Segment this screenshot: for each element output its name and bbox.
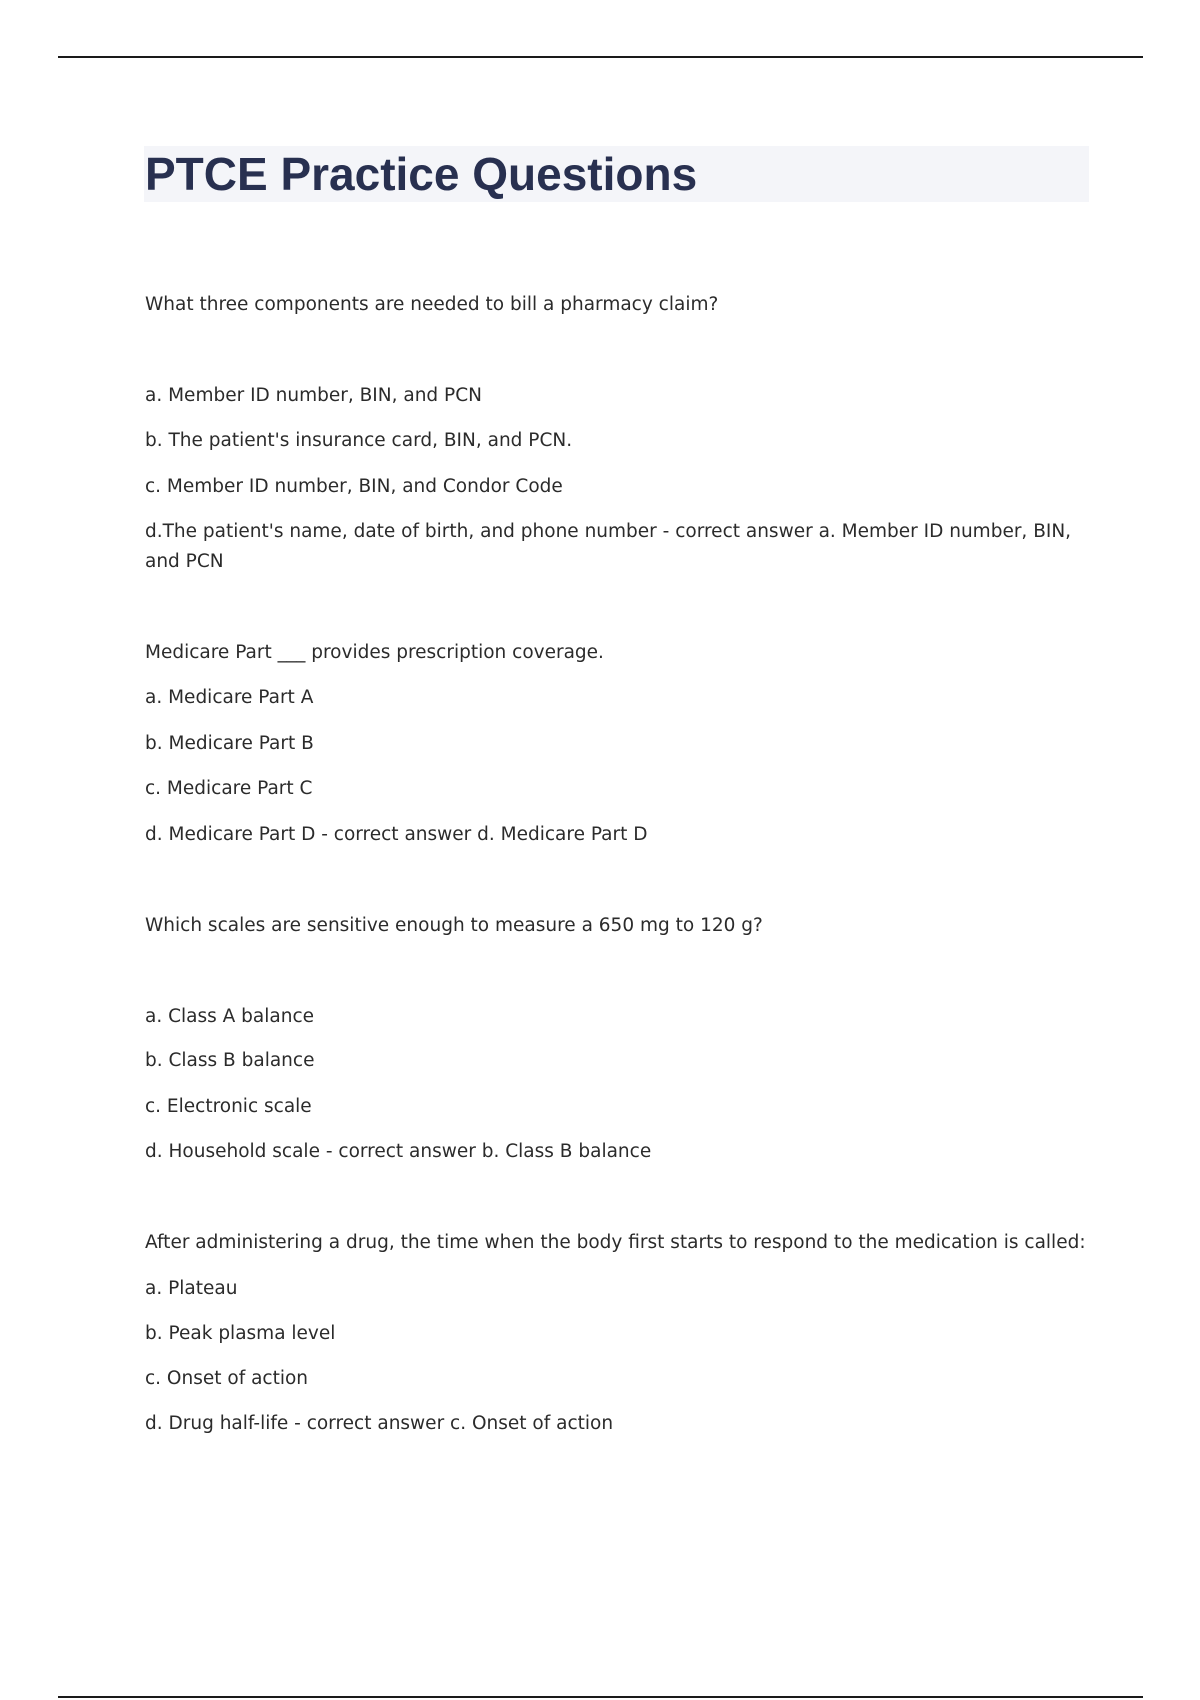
question-2-text: Medicare Part ___ provides prescription coverage. [145, 642, 604, 663]
question-2-option-d: d. Medicare Part D - correct answer d. Medicare Part D [145, 824, 648, 845]
question-4-option-d: d. Drug half-life - correct answer c. Onset of action [145, 1413, 614, 1434]
question-3-text: Which scales are sensitive enough to measure a 650 mg to 120 g? [145, 915, 763, 936]
question-3-option-a: a. Class A balance [145, 1006, 315, 1027]
question-3-option-b: b. Class B balance [145, 1050, 315, 1071]
page-title: PTCE Practice Questions [145, 148, 698, 200]
question-4-option-b: b. Peak plasma level [145, 1323, 336, 1344]
question-2-option-a: a. Medicare Part A [145, 687, 314, 708]
question-3-option-c: c. Electronic scale [145, 1096, 312, 1117]
question-4-text: After administering a drug, the time when the body first starts to respond to the medication is called: [145, 1232, 1086, 1253]
bottom-rule [58, 1696, 1143, 1698]
top-rule [58, 56, 1143, 58]
question-1-option-d: d.The patient's name, date of birth, and phone number - correct answer a. Member ID number, BIN, and PCN [145, 521, 1072, 572]
question-1-option-b: b. The patient's insurance card, BIN, and PCN. [145, 430, 573, 451]
question-1-text: What three components are needed to bill a pharmacy claim? [145, 294, 719, 315]
question-1-option-c: c. Member ID number, BIN, and Condor Code [145, 476, 563, 497]
question-2-option-b: b. Medicare Part B [145, 733, 314, 754]
question-2-option-c: c. Medicare Part C [145, 778, 313, 799]
question-3-option-d: d. Household scale - correct answer b. Class B balance [145, 1141, 652, 1162]
question-4-option-c: c. Onset of action [145, 1368, 309, 1389]
question-4-option-a: a. Plateau [145, 1278, 238, 1299]
question-1-option-a: a. Member ID number, BIN, and PCN [145, 385, 482, 406]
